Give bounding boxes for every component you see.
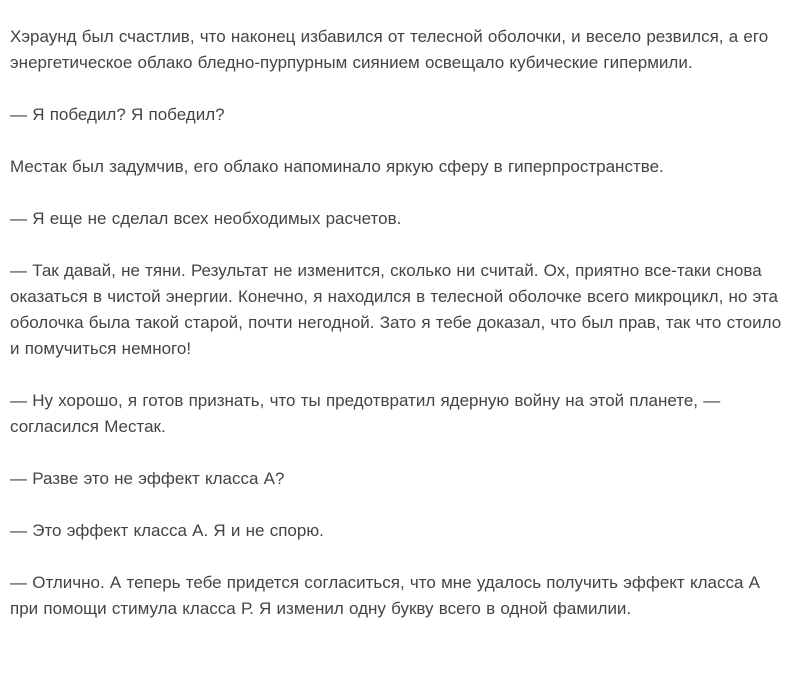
paragraph-1: Хэраунд был счастлив, что наконец избавился от телесной оболочки, и весело резвился, а его энергетическое облако бледно-пурпурным сиянием освещало кубические гипермили.	[10, 27, 769, 72]
paragraph-4: — Я еще не сделал всех необходимых расчетов.	[10, 209, 402, 228]
paragraph-5: — Так давай, не тяни. Результат не изменится, сколько ни считай. Ох, приятно все-таки снова оказаться в чистой энергии. Конечно, я находился в телесной оболочке всего микроцикл, но эта оболочка была такой старой, почти негодной. Зато я тебе доказал, что был прав, так что стоило и помучиться немного!	[10, 261, 782, 358]
paragraph-9: — Отлично. А теперь тебе придется согласиться, что мне удалось получить эффект класса А при помощи стимула класса Р. Я изменил одну букву всего в одной фамилии.	[10, 573, 760, 618]
paragraph-2: — Я победил? Я победил?	[10, 105, 225, 124]
paragraph-7: — Разве это не эффект класса А?	[10, 469, 285, 488]
paragraph-8: — Это эффект класса А. Я и не спорю.	[10, 521, 324, 540]
paragraph-6: — Ну хорошо, я готов признать, что ты предотвратил ядерную войну на этой планете, — согласился Местак.	[10, 391, 721, 436]
paragraph-3: Местак был задумчив, его облако напоминало яркую сферу в гиперпространстве.	[10, 157, 664, 176]
